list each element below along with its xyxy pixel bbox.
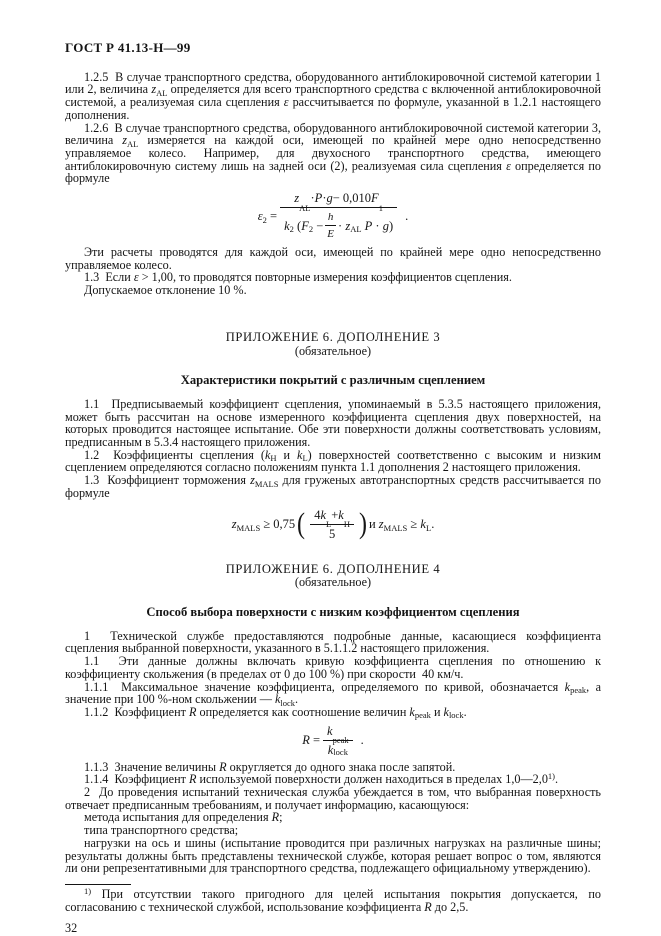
formula-r-ratio	[65, 724, 601, 757]
paragraph-a3-1-2: 1.2 Коэффициенты сцепления ($k_H$ и $k_L$) поверхностей соответственно с высоким и низким сцеплением определяются согласно положениям пункта 1.1 дополнения 2 настоящего приложения.	[65, 447, 601, 475]
formula-period: .	[360, 733, 364, 748]
formula-lhs: $z_{MALS} \ge 0,75$	[231, 517, 296, 533]
paragraph-1-3: 1.3 Если ε > 1,00, то проводятся повторные измерения коэффициентов сцепления.	[84, 270, 512, 285]
formula-lhs: R =	[302, 733, 321, 748]
paragraph-a3-1-1: 1.1 Предписываемый коэффициент сцепления, упоминаемый в 5.3.5 настоящего приложения, может быть рассчитан на основе измеренного коэффициента сцепления двух поверхностей, на которых проводится настоящее испытание. Обе эти поверхности должны соответствовать условиям, предписанным в 5.3.4 настоящего приложения.	[65, 396, 601, 450]
footnote-separator	[65, 884, 131, 885]
formula-rhs: и $z_{MALS} \ge k_L$.	[368, 517, 435, 533]
document-header: ГОСТ Р 41.13-Н—99	[65, 40, 191, 55]
list-item-method: метода испытания для определения R;	[84, 810, 283, 825]
formula-lhs: $\varepsilon_2$ =	[257, 209, 278, 225]
paragraph-a4-1-1-2: 1.1.2 Коэффициент R определяется как соотношение величин $k_{peak}$ и $k_{lock}$.	[84, 704, 467, 721]
paragraph-a3-1-3: 1.3 Коэффициент торможения $z_{MALS}$ для груженых автотранспортных средств рассчитывается по формуле	[65, 473, 601, 500]
paragraph-tolerance: Допускаемое отклонение 10 %.	[84, 283, 247, 298]
fraction-numerator: 4 k $_L$ + k $_H$	[310, 508, 354, 525]
paragraph-a4-1-1-4: 1.1.4 Коэффициент R используемой поверхности должен находиться в пределах 1,0—2,0$^{1)}$.	[84, 771, 559, 787]
paragraph-1-2-6: 1.2.6 В случае транспортного средства, оборудованного антиблокировочной системой категории 3, величина $z_{AL}$ измеряется на каждой оси, имеющей по крайней мере одно непосредственно управляемое колесо. Например, для двухосного транспортного средства, имеющего антиблокировочную систему лишь на задней оси (2), реализуемая сила сцепления ε определяется по формуле	[65, 120, 601, 186]
fraction	[280, 191, 397, 241]
list-item-vehicle-type: типа транспортного средства;	[84, 823, 239, 838]
formula-epsilon-2	[65, 191, 601, 241]
paragraph-a4-1-1-3: 1.1.3 Значение величины R округляется до одного знака после запятой.	[84, 759, 456, 774]
appendix-3-subtitle: (обязательное)	[294, 343, 372, 358]
paragraph-calc-note: Эти расчеты проводятся для каждой оси, имеющей по крайней мере одно непосредственно управляемое колесо.	[65, 245, 601, 272]
inner-fraction: $\frac{h}{E}$	[327, 211, 335, 241]
fraction-numerator: k $_{peak}$	[323, 724, 353, 741]
appendix-3-heading: Характеристики покрытий с различным сцеплением	[180, 373, 486, 388]
paragraph-a4-1-1: 1.1 Эти данные должны включать кривую коэффициента сцепления по отношению к коэффициенту скольжения (в пределах от 0 до 100 %) при скорости 40 км/ч.	[65, 654, 601, 681]
appendix-3-title: ПРИЛОЖЕНИЕ 6. ДОПОЛНЕНИЕ 3	[225, 329, 441, 344]
appendix-4-title: ПРИЛОЖЕНИЕ 6. ДОПОЛНЕНИЕ 4	[225, 561, 441, 576]
list-item-axle-load: нагрузки на ось и шины (испытание проводится при различных нагрузках на различные шины; результаты должны быть представлены технической службе, которая решает вопрос о том, являются ли они репрезентативными для транспортного средства, подлежащего официальному утверждению).	[65, 835, 601, 876]
footnote-text: $^{1)}$ При отсутствии такого пригодного для целей испытания покрытия допускается, по согласованию с технической службой, использование коэффициента R до 2,5.	[65, 885, 601, 914]
formula-z-mals: $z_{MALS} \ge 0,75$ ( 4 k $_L$ + k $_H$ 5 ) и $z_{MALS} \ge k_L$.	[231, 507, 435, 541]
fraction-numerator: z $_{AL}$ · P · g − 0,010 F $_1$	[280, 191, 397, 208]
paragraph-1-2-5: 1.2.5 В случае транспортного средства, оборудованного антиблокировочной системой категории 1 или 2, величина $z_{AL}$ определяется для всего транспортного средства с включенной антиблокировочной системой, а реализуемая сила сцепления ε рассчитывается по формуле, указанной в 1.2.1 настоящего дополнения.	[65, 69, 601, 122]
paragraph-a4-1-1-1: 1.1.1 Максимальное значение коэффициента, определяемого по кривой, обозначается $k_{peak}$, а значение при 100 %-ном скольжении — $k_{lock}$.	[65, 679, 601, 708]
appendix-4-heading: Способ выбора поверхности с низким коэффициентом сцепления	[146, 604, 520, 619]
appendix-4-subtitle: (обязательное)	[294, 575, 372, 590]
paragraph-a4-2: 2 До проведения испытаний техническая служба убеждается в том, что выбранная поверхность отвечает предписанным требованиям, и получает информацию, касающуюся:	[65, 785, 601, 812]
formula-period: .	[405, 209, 409, 224]
fraction	[310, 508, 354, 541]
fraction	[323, 724, 353, 757]
paragraph-a4-1: 1 Технической службе предоставляются подробные данные, касающиеся коэффициента сцепления выбранной поверхности, указанного в 5.1.1.2 настоящего приложения.	[65, 628, 601, 656]
fraction-denominator: k $_{lock}$	[327, 742, 348, 758]
fraction-denominator: 5	[328, 526, 336, 541]
page-number: 32	[65, 921, 78, 936]
fraction-denominator: $k_2$ ($F_2$ − $\frac{h}{E}$ · $z_{AL}$ P · g)	[284, 211, 394, 241]
